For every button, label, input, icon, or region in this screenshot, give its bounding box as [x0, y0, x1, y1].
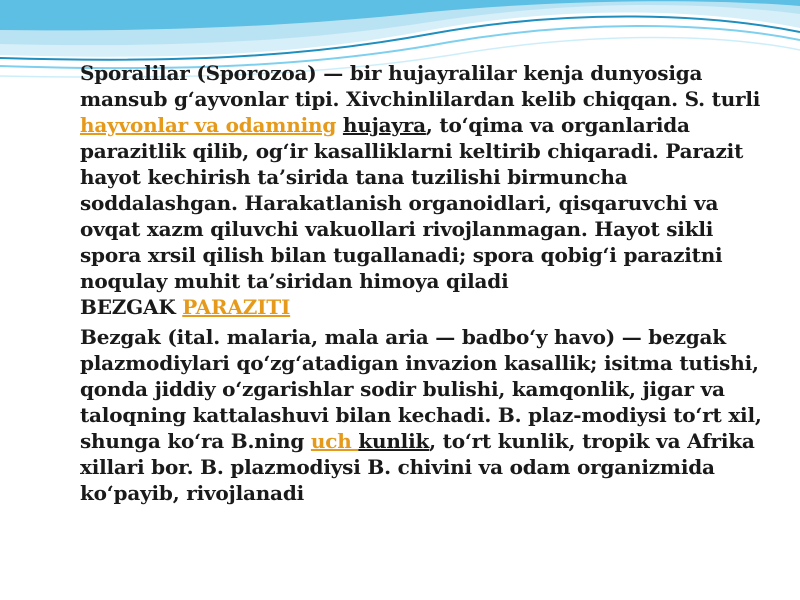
paragraph2-text-start: Bezgak (ital. malaria, mala aria — badbo‘y havo) — bezgak plazmodiylari qo‘zg‘atadigan invazion kasallik; isitma tutishi, qonda jiddiy o‘zgarishlar sodir bulishi, kamqonlik, jigar va taloqning kattalashuvi bilan kechadi. B. plaz-modiysi to‘rt xil, shunga ko‘ra B.ning: [80, 325, 762, 453]
heading-bezgak-paraziti: BEZGAK PARAZITI: [80, 295, 291, 319]
link-kunlik[interactable]: kunlik: [358, 429, 430, 453]
paragraph-bezgak: [80, 324, 770, 506]
paragraph-sporozoa: [80, 60, 770, 294]
link-uch[interactable]: uch: [310, 429, 359, 453]
link-hujayra[interactable]: hujayra: [342, 113, 426, 137]
paragraph2-text-end: , to‘rt kunlik, tropik va Afrika xillari bor. B. plazmodiysi B. chivini va odam organizmida ko‘payib, rivojlanadi: [80, 429, 755, 505]
link-hayvonlar-va-odamning[interactable]: hayvonlar va odamning: [80, 113, 337, 137]
paragraph1-text-start: Sporalilar (Sporozoa) — bir hujayralilar kenja dunyosiga mansub g‘ayvonlar tipi. Xivchinlilardan kelib chiqqan. S. turli: [80, 61, 761, 111]
link-paraziti[interactable]: PARAZITI: [182, 295, 291, 319]
slide-body: [80, 60, 770, 506]
paragraph1-text-end: , to‘qima va organlarida parazitlik qilib, og‘ir kasalliklarni keltirib chiqaradi. Parazit hayot kechirish ta’sirida tana tuzilishi birmuncha soddalashgan. Harakatlanish organoidlari, qisqaruvchi va ovqat xazm qiluvchi vakuollari rivojlanmagan. Hayot sikli spora xrsil qilish bilan tugallanadi; spora qobig‘i parazitni noqulay muhit ta’siridan himoya qiladi: [80, 113, 744, 293]
